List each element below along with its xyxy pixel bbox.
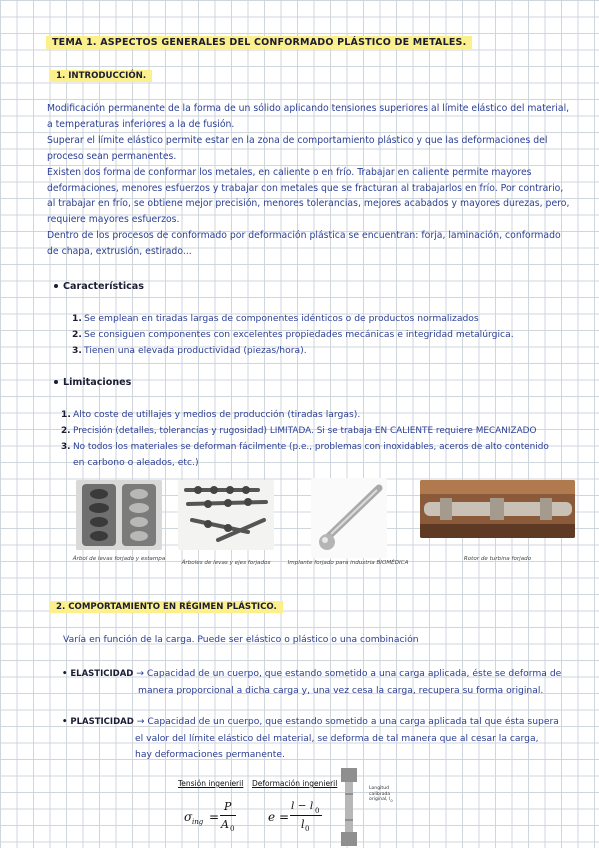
equals-sign: = [279,810,290,824]
intro-line: Existen dos forma de conformar los metales, en caliente o en frío. Trabajar en caliente permite mayores [47,166,532,178]
intro-line: proceso sean permanentes. [47,150,177,162]
list-text: Precisión (detalles, tolerancias y rugosidad) LIMITADA. Si se trabaja EN CALIENTE requiere MECANIZADO [73,426,537,436]
intro-line: al trabajar en frío, se obtiene mejor precisión, menores tolerancias, mejores acabados y mayores durezas, pero, [47,198,570,210]
specimen-label-subscript: 0 [390,799,393,804]
definition-text: Capacidad de un cuerpo, que estando sometido a una carga aplicada, éste se deforma de [146,668,562,679]
list-item [61,455,595,471]
definition-line [62,666,597,683]
implant-photo [311,478,387,558]
intro-line: deformaciones, menores esfuerzos y trabajar con metales que se fracturan al trabajarlos en frío. Por contrario, [47,182,564,194]
section-2-subtitle: Varía en función de la carga. Puede ser elástico o plástico o una combinación [63,634,419,645]
list-number: 3. [72,345,82,356]
camshafts-photo [178,480,274,550]
list-number: 3. [61,442,71,452]
intro-line: requiere mayores esfuerzos. [47,214,180,226]
stress-denominator-subscript: 0 [230,825,235,833]
caracteristicas-heading-text: Características [63,281,144,292]
stress-label: Tensión ingenieril [178,779,244,788]
bullet-dot [54,380,58,384]
limitaciones-heading [54,377,131,388]
photo-caption: Implante forjado para industria BIOMÉDICA [287,560,409,566]
bullet-dot: • [62,717,68,727]
arrow-icon: → [136,716,145,727]
list-text: Tienen una elevada productividad (piezas/hora). [84,345,307,356]
list-number: 1. [61,409,71,420]
photo-caption: Árbol de levas forjado y estampa [72,556,166,562]
strain-formula [268,800,328,836]
strain-numerator-subscript: 0 [315,807,320,815]
stress-numerator: P [224,800,232,813]
elasticidad-term: ELASTICIDAD [70,669,134,679]
implant-illustration [311,478,387,558]
section-2-heading-text: 2. COMPORTAMIENTO EN RÉGIMEN PLÁSTICO. [50,601,283,613]
turbine-rotor-illustration [420,480,575,538]
section-1-heading [50,71,152,81]
list-text: No todos los materiales se deforman fácilmente (p.e., problemas con inoxidables, aceros de alto contenido [73,442,549,452]
strain-symbol: e [268,810,276,824]
limitaciones-list [61,407,595,471]
specimen-label [369,786,397,805]
intro-line: Superar el límite elástico permite estar en la zona de comportamiento plástico y que las deformaciones del [47,134,548,146]
caracteristicas-list [72,311,592,359]
photo-caption: Rotor de turbina forjado [463,556,532,562]
arrow-icon: → [136,668,144,679]
camshaft-die-illustration [76,480,162,550]
document-title [46,37,472,48]
intro-paragraph [47,101,592,260]
elasticidad-definition [62,666,597,699]
intro-line: Dentro de los procesos de conformado por deformación plástica se encuentran: forja, laminación, conformado [47,230,561,242]
definition-line [62,714,597,731]
list-item [61,439,595,455]
stress-symbol: σ [184,810,193,824]
list-text: Alto coste de utillajes y medios de producción (tiradas largas). [73,409,361,420]
tensile-specimen-illustration [334,768,364,846]
list-number: 2. [72,329,82,340]
strain-denominator-subscript: 0 [305,825,310,833]
list-item [72,343,592,359]
limitaciones-heading-text: Limitaciones [63,377,132,388]
plasticidad-definition [62,714,597,764]
stress-denominator: A [221,818,229,831]
list-number: 1. [72,313,82,324]
strain-label: Deformación ingenieril [252,779,338,788]
turbine-rotor-photo [420,480,575,538]
list-text: Se emplean en tiradas largas de componentes idénticos o de productos normalizados [84,313,479,324]
stress-formula [184,800,244,836]
list-item [72,327,592,343]
intro-line: Modificación permanente de la forma de un sólido aplicando tensiones superiores al límite elástico del material, [47,103,570,114]
section-2-heading [50,602,283,612]
definition-line: el valor del límite elástico del material, se deforma de tal manera que al cesar la carga, [135,732,539,744]
intro-line: de chapa, extrusión, estirado... [47,246,192,258]
list-text: en carbono o aleados, etc.) [73,457,199,468]
list-text: Se consiguen componentes con excelentes propiedades mecánicas e integridad metalúrgica. [84,329,514,340]
fraction-bar [290,815,322,816]
list-item [72,311,592,327]
document-title-text: TEMA 1. ASPECTOS GENERALES DEL CONFORMADO PLÁSTICO DE METALES. [46,36,472,49]
definition-line: hay deformaciones permanente. [135,749,285,760]
intro-line: a temperaturas inferiores a la de fusión. [47,118,235,130]
equals-sign: = [209,810,220,824]
strain-numerator: l − l [291,800,314,812]
strain-denominator: l [301,818,305,831]
caracteristicas-heading [54,281,144,292]
bullet-dot: • [62,669,68,679]
section-1-heading-text: 1. INTRODUCCIÓN. [50,70,152,82]
definition-text: Capacidad de un cuerpo, que estando sometido a una carga aplicada tal que ésta supera [147,716,559,727]
bullet-dot [54,284,58,288]
fraction-bar [220,815,236,816]
camshafts-illustration [178,480,274,550]
photo-caption: Árboles de levas y ejes forjados [181,560,271,566]
plasticidad-term: PLASTICIDAD [70,717,134,727]
specimen-label-text: Longitud calibrada original, l [369,786,391,803]
list-number: 2. [61,426,71,436]
stress-subscript: ing [192,818,204,826]
definition-line: manera proporcional a dicha carga y, una vez cesa la carga, recupera su forma original. [138,684,544,696]
list-item [61,407,595,423]
list-item [61,423,595,439]
camshaft-die-photo [76,480,162,550]
